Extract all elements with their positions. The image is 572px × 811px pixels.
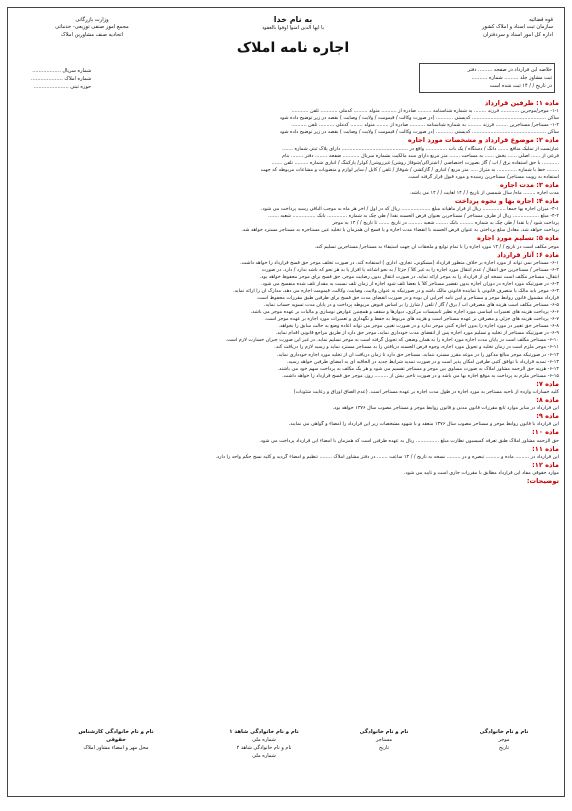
signature-area <box>8 728 564 786</box>
serial-field[interactable]: حوزه ثبتی ...................... <box>33 84 92 90</box>
contract-line[interactable]: حق الزحمه مشاور املاک طبق تعرفه کمیسیون نظارت مبلغ ............... ریال به عهده طرفین است که همزمان با امضاء این قرارداد پرداخت می شود. <box>259 437 559 444</box>
article-heading: ماده ۱: طرفین قرارداد <box>484 99 559 107</box>
contract-line[interactable]: قرارداد مشمول قانون روابط موجر و مستاجر و آیین نامه اجرایی آن بوده و در صورت انقضای مدت حق فسخ برای طرفین طبق مقررات محفوظ است. <box>256 295 559 302</box>
contract-line[interactable]: استفاده به رویت مستاجر/ مستاجرین رسیده و مورد قبول قرار گرفته است. <box>407 173 559 180</box>
document-header <box>13 11 559 99</box>
bismillah-text: به نام خدا <box>273 15 313 24</box>
document-title: اجاره نامه املاک <box>236 40 350 56</box>
contract-line[interactable]: این قرارداد در ......... ماده و ......... تبصره و در ......... نسخه به تاریخ / / ۱۴ ساعت ....... در دفتر مشاور املاک ........ تنظیم و امضاء گردید و کلیه نسخ حکم واحد را دارد. <box>215 453 559 460</box>
contract-line[interactable]: پرداخت خواهد شد. معادل مبلغ پرداختی به عنوان قرض الحسنه با انقضاء مدت اجاره و یا فسخ آن همزمان با تخلیه عین مستاجره به مستاجر مسترد خواهد شد. <box>241 227 559 234</box>
contract-line[interactable]: فرعی از ...... اصلی ...... بخش ...... به مساحت ....... متر مربع دارای سند مالکیت بشماره سریال ........... صفحه ........ دفتر ........ بنام <box>282 152 559 159</box>
contract-line[interactable]: ۶-۲- مستاجر / مستاجرین حق انتقال / عدم انتقال مورد اجاره را به غیر کلاً / جزئاً / به نحو اشاعه یا افراز یا به هر نحو که باشد ندارد / دارد. در صورت <box>261 266 559 273</box>
contract-line[interactable]: ۶-۸- مستاجر حق تغییر در مورد اجاره را بدون اجازه کتبی موجر ندارد و در صورت تغییر، موجر می تواند اعاده وضع به حالت سابق را بخواهد. <box>278 323 559 330</box>
signature-title: نام و نام خانوادگی <box>479 729 529 735</box>
contract-line[interactable]: ۱-۲- مستاجر/ مستاجرین ........ فرزند ......... به شماره شناسنامه .......... صادره از ........ متولد ........ کدملی .......... تلفن .......... <box>291 122 559 129</box>
signature-title: نام و نام خانوادگی شاهد ۱ <box>229 729 299 735</box>
contract-line[interactable]: عبارتست از تملیک منافع ....... دانگ / دستگاه / یک باب .............. واقع در ........................................... دارای پلاک ثبتی شماره ....... <box>282 145 559 152</box>
signature-field: محل مهر و امضاء مشاور املاک <box>83 745 149 751</box>
article-heading: ماده ۱۲: <box>532 460 559 469</box>
article-heading: ماده ۵: تسلیم مورد اجاره <box>476 234 559 243</box>
article-heading: ماده ۸: <box>536 395 559 404</box>
article-heading: ماده ۱۰: <box>532 428 559 437</box>
article-heading: ماده ۱۱: <box>532 444 559 453</box>
contract-line[interactable]: انتقال، مستاجر مکلف است نسخه ای از قرارداد را به موجر ارائه نماید. در صورت انتقال بدون رضایت موجر، حق فسخ برای موجر محفوظ خواهد بود. <box>259 274 559 281</box>
contract-body <box>13 99 559 486</box>
registration-line[interactable]: در تاریخ / / ۱۴ ثبت شده است <box>489 83 552 89</box>
ayah-text: یا ایها الذین امنوا اوفوا بالعقود <box>261 25 325 31</box>
title-block <box>203 15 383 56</box>
contract-line[interactable]: ۶-۱- مستاجر نمی تواند از مورد اجاره بر خلاف منظور قرارداد (مسکونی، تجاری، اداری ) استفاده کند. در صورت تخلف موجر حق فسخ قرارداد را خواهد داشت. <box>240 259 559 266</box>
contract-line[interactable]: کلیه خسارات وارده از ناحیه مستاجر به مورد اجاره در طول مدت اجاره بر عهده مستاجر است. (عدم الصاق اوراق و رعایت شئونات) <box>293 388 559 395</box>
lease-contract-page <box>7 7 565 797</box>
contract-line[interactable]: ۶-۶- پرداخت هزینه های تعمیرات اساسی مورد اجاره نظیر تاسیسات مرکزی، دیوارها و سقف و همچنین عوارض نوسازی و مالیات بر عهده موجر می باشد. <box>250 309 559 316</box>
contract-line[interactable]: ۶-۹- در صورتیکه مستاجر از تخلیه و تسلیم مورد اجاره پس از انقضای مدت خودداری نماید، موجر حق دارد از طریق مراجع قانونی اقدام نماید. <box>275 330 559 337</box>
signature-field: مستاجر <box>375 737 393 743</box>
contract-line[interactable]: این قرارداد با قانون روابط موجر و مستاجر مصوب سال ۱۳۷۶ منعقد و با شهود مشخصات زیر این قرارداد را امضاء و گواهی می نمایند. <box>288 421 559 428</box>
registration-line[interactable]: ثبت مشاور جلد ......... شماره .......... <box>471 75 552 81</box>
contract-line[interactable]: مدت اجاره ........ ماه/ سال شمسی از تاریخ / / ۱۴ لغایت / / ۱۴ می باشد. <box>409 190 559 197</box>
signature-block[interactable] <box>336 728 432 752</box>
contract-line[interactable]: ۶-۳- در صورتیکه مورد اجاره در دوران اجاره بدون تقصیر مستاجر کلاً یا بعضاً تلف شود اجاره از زمان تلف نسبت به مقدار تلف شده منفسخ می شود. <box>261 281 559 288</box>
header-line: مجمع امور صنفی توزیعی- خدماتی <box>55 24 129 31</box>
serial-field[interactable]: شماره املاک .................... <box>31 76 92 82</box>
article-heading: ماده ۹: <box>536 412 559 421</box>
signature-block[interactable] <box>216 728 312 760</box>
signature-block[interactable] <box>456 728 552 752</box>
contract-line[interactable]: ........ خط با شماره ............. به متراژ ..... متر مربع / انباری / گازکشی / شوفاژ / تلفن / کابل / سایر لوازم و منضوبات و مشاعات مربوطه که جهت <box>260 166 559 173</box>
article-heading: ماده ۳: مدت اجاره <box>499 180 559 189</box>
contract-line[interactable]: موارد حقوقی مفاد این قرارداد مطابق با مقررات جاری است و تایید می شود. <box>403 470 559 477</box>
article-heading: ماده ۴: اجاره بها و نحوه پرداخت <box>454 197 559 206</box>
signature-field: تاریخ <box>499 745 509 751</box>
judiciary-header <box>403 17 553 39</box>
contract-line[interactable]: پرداخت شود / یا نقداً / طی چک به شماره ......... بانک ........ شعبه ......... در تاریخ ....... تا تاریخ / / ۱۴ به موجر <box>332 220 559 227</box>
contract-line[interactable]: ۶-۱۴- هزینه حق الزحمه مشاور املاک به صورت مساوی بین موجر و مستاجر تقسیم می شود و هر یک مکلف به پرداخت سهم خود می باشند. <box>277 365 559 372</box>
contract-line[interactable]: ساکن ................................................ کدپستی ........... (در صورت وکالت / قیمومت / ولایت / وصایت ) بقصد در زیر توضیح داده شود <box>279 115 559 122</box>
signature-field: شماره ملی <box>252 737 276 743</box>
signature-field: تاریخ <box>379 745 389 751</box>
contract-line[interactable]: موجر مکلف است در تاریخ / / ۱۴ مورد اجاره را با تمام توابع و ملحقات آن جهت استیفاء به مستاجر/ مستاجرین تسلیم کند. <box>314 243 559 250</box>
signature-title: نام و نام خانوادگی کارشناس حقوقی <box>78 729 154 743</box>
signature-title: نام و نام خانوادگی <box>359 729 409 735</box>
article-heading: ماده ۲: موضوع قرارداد و مشخصات مورد اجاره <box>407 136 559 145</box>
signature-block[interactable] <box>68 728 164 752</box>
article-heading: توضیحات: <box>526 477 559 486</box>
contract-line[interactable]: ۶-۱۵- مستاجر ملزم به پرداخت به موقع اجاره بها می باشد و در صورت تاخیر بیش از ......... روز، موجر حق فسخ قرارداد را خواهد داشت. <box>282 372 559 379</box>
contract-line[interactable]: این قرارداد در سایر موارد تابع مقررات قانون مدنی و قانون روابط موجر و مستاجر مصوب سال ۱۳۷۶ خواهد بود. <box>332 405 559 412</box>
signature-field: موجر <box>498 737 510 743</box>
signature-field: شماره ملی <box>252 753 276 759</box>
header-line: اداره کل امور اسناد و سردفتران <box>483 31 553 38</box>
serial-fields <box>31 67 91 91</box>
header-line: اتحادیه صنف مشاورین املاک <box>61 31 123 38</box>
contract-line[interactable]: ۶-۱۳- تمدید قرارداد با توافق کتبی طرفین امکان پذیر است و در صورت تمدید شرایط جدید در الحاقیه ای به امضای طرفین خواهد رسید. <box>286 358 559 365</box>
header-line: وزارت بازرگانی <box>75 17 109 23</box>
registration-box <box>419 63 555 93</box>
signature-field: نام و نام خانوادگی شاهد ۲ <box>236 745 292 751</box>
contract-line[interactable]: ۶-۱۱- موجر ملزم است در زمان تخلیه و تحویل مورد اجاره، وجوه قرض الحسنه دریافتی را به مستاجر مسترد نماید و رسید لازم را دریافت کند. <box>274 344 559 351</box>
header-line: سازمان ثبت اسناد و املاک کشور <box>482 24 553 31</box>
contract-line[interactable]: ساکن ................................................ کدپستی ........... (در صورت وکالت / قیمومت / ولایت / وصایت ) بقصد در زیر توضیح داده شود <box>279 129 559 136</box>
contract-line[interactable]: ۶-۱۰- مستاجر مکلف است در پایان مدت اجاره مورد اجاره را به همان وضعی که تحویل گرفته است به موجر تسلیم نماید. در غیر این صورت جبران خسارت لازم است. <box>225 337 559 344</box>
contract-line[interactable]: ۴-۲- مبلغ ................. ریال از طرف مستاجر / مستاجرین بعنوان قرض الحسنه نقداً / طی چک به شماره ............. بانک ............... شعبه ....... <box>268 213 559 220</box>
contract-line[interactable]: ۶-۷- پرداخت هزینه های جزئی و مصرفی بر عهده مستاجر است و هزینه های مربوط به حفظ و نگهداری و تعمیرات مورد اجاره بر عهده موجر است. <box>264 316 559 323</box>
contract-line[interactable]: ۶-۴- موجر باید مالک یا متصرف قانونی یا نماینده قانونی مالک باشد و در صورتیکه به عنوان ولایت، وصایت، وکالت، قیمومت اجاره می دهد، مدارک آن را ارائه نماید. <box>233 288 559 295</box>
header-line: قوه قضائیه <box>529 17 553 23</box>
article-heading: ماده ۷: <box>536 379 559 388</box>
ministry-header <box>17 17 167 39</box>
contract-line[interactable]: ۶-۱۲- در صورتیکه موجر مبالغ مذکور را در موعد مقرر مسترد ننماید، مستاجر حق دارد تا زمان دریافت آن از تخلیه مورد اجاره خودداری نماید. <box>276 351 559 358</box>
serial-field[interactable]: شماره سریال .................. <box>32 68 92 74</box>
contract-line[interactable]: ۴-۱- میزان اجاره بها جمعاً ............... ریال از قرار ماهیانه مبلغ ................... ریال که در اول / آخر هر ماه به موجب الباقی رسید پرداخت می شود. <box>260 206 559 213</box>
contract-line[interactable]: ۶-۵- مستاجر مکلف است هزینه های مصرفی آب / برق / گاز / تلفن / شارژ را بر اساس قبوض مربوطه پرداخت و در پایان مدت تسویه حساب نماید. <box>263 302 559 309</box>
registration-line[interactable]: خلاصه این قرارداد در صفحه ......... دفتر <box>467 67 552 73</box>
article-heading: ماده ۶: آثار قرارداد <box>497 250 559 259</box>
contract-line[interactable]: ۱-۱- موجر/موجرین ............ فرزند ........ به شماره شناسنامه ......... صادره از .......... متولد ......... کدملی ........... تلفن ........... <box>291 108 559 115</box>
contract-line[interactable]: ........... با حق استفاده برق / آب / گاز بصورت اختصاصی / اشتراکی/شوفاژ روشن/ غیرروشن/ کولر/ پارکینگ / انباری شماره ......... تلفن ....... <box>271 159 559 166</box>
